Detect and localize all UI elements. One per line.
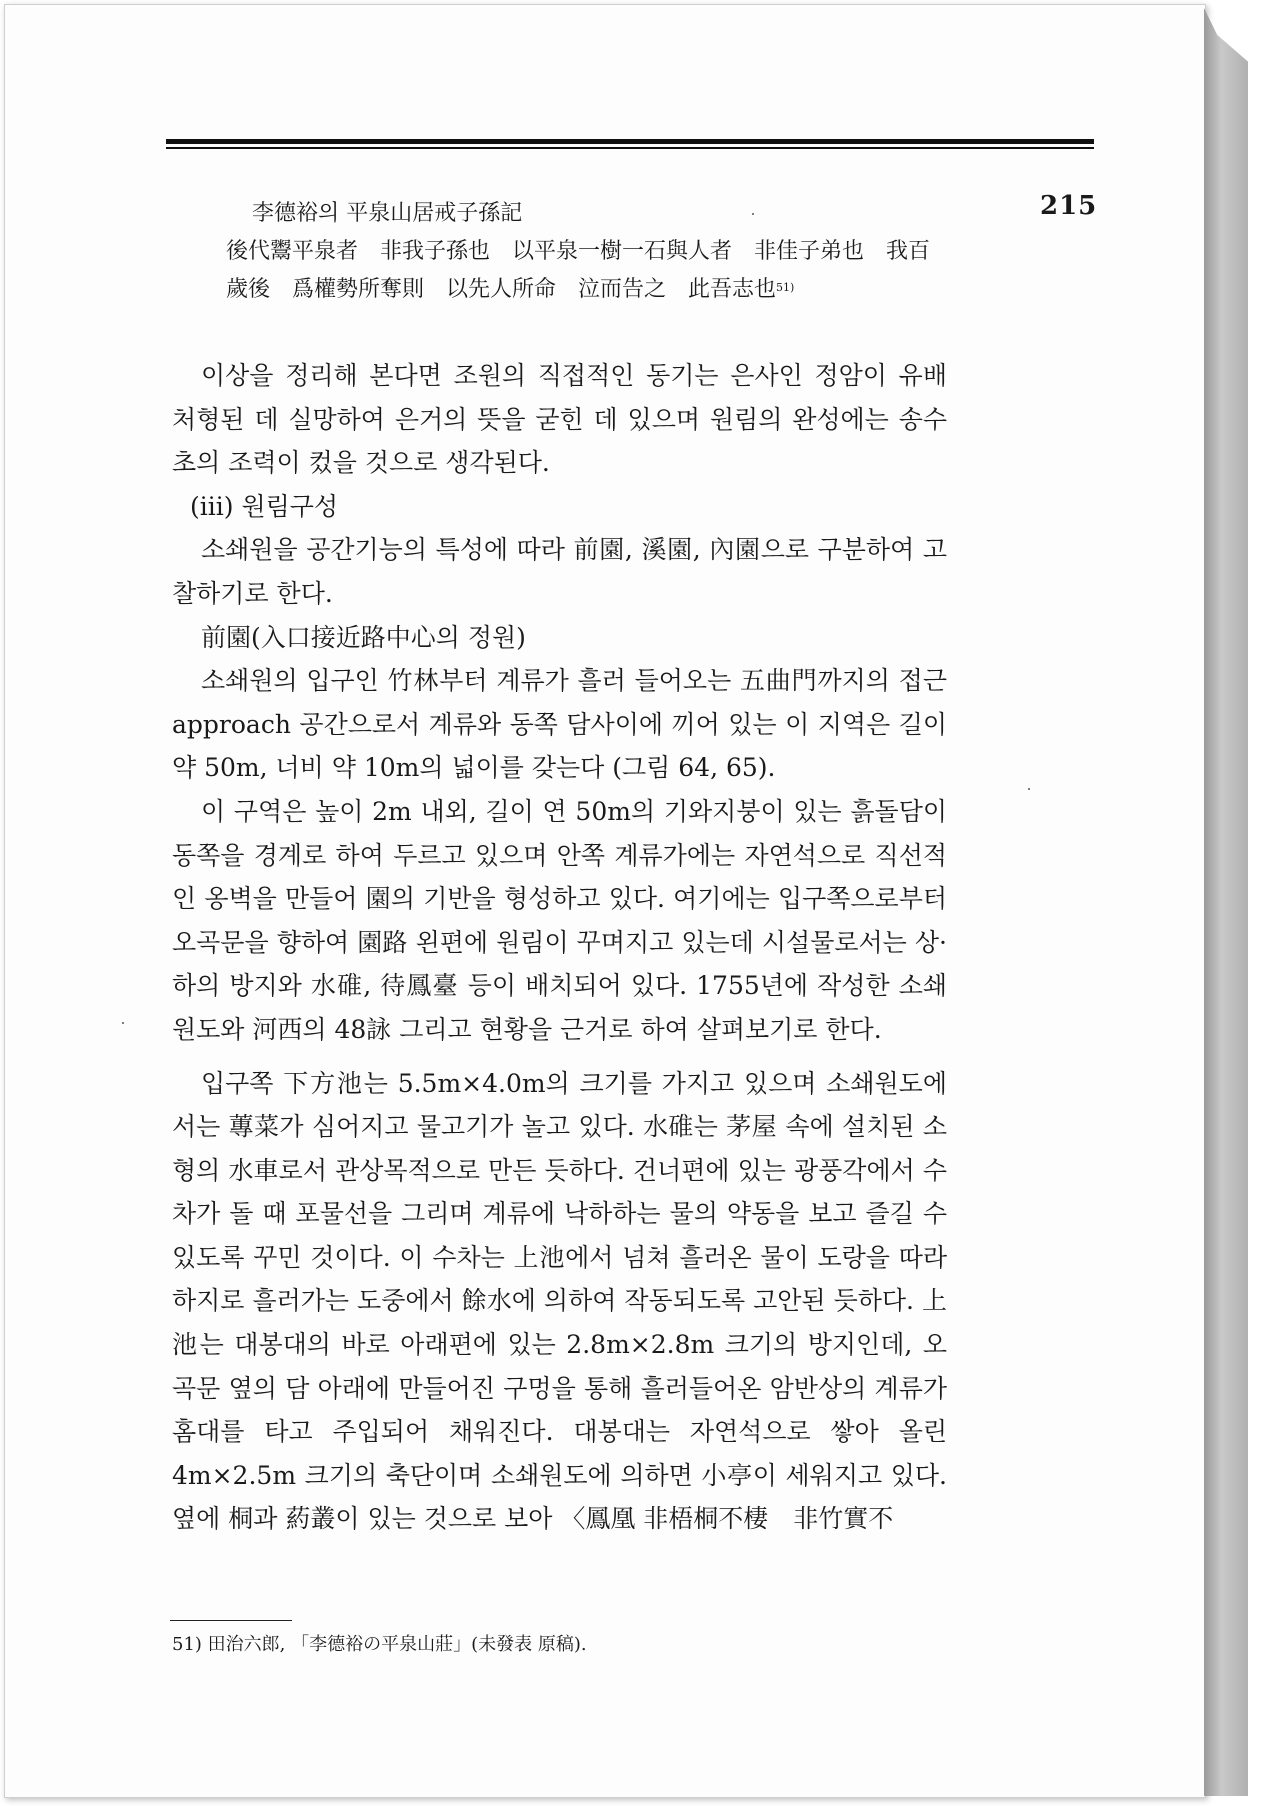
section-heading: (iii) 원림구성 — [190, 491, 339, 521]
page-stack-edge — [1204, 8, 1248, 1796]
header-rule-thin — [166, 147, 1094, 149]
quote-title: 李德裕의 平泉山居戒子孫記 — [252, 201, 523, 226]
paragraph: 입구쪽 下方池는 5.5m×4.0m의 크기를 가지고 있으며 소쇄원도에서는 蓴菜가 심어지고 물고기가 놀고 있다. 水碓는 茅屋 속에 설치된 소형의 水車로서 관상목적으로 만든 듯하다. 건너편에 있는 광풍각에서 수차가 돌 때 포물선을 그리며 계류에 낙하하는 물의 약동을 보고 즐길 수 있도록 꾸민 것이다. 이 수차는 上池에서 넘쳐 흘러온 물이 도랑을 따라 하지로 흘러가는 도중에서 餘水에 의하여 작동되도록 고안된 듯하다. 上池는 대봉대의 바로 아래편에 있는 2.8m×2.8m 크기의 방지인데, 오곡문 옆의 담 아래에 만들어진 구멍을 통해 흘러들어온 암반상의 계류가 홈대를 타고 주입되어 채워진다. 대봉대는 자연석으로 쌓아 올린 4m×2.5m 크기의 축단이며 소쇄원도에 의하면 小亭이 세워지고 있다. 옆에 桐과 葯叢이 있는 것으로 보아 〈鳳凰 非梧桐不棲 非竹實不 — [172, 1068, 947, 1534]
paragraph: 소쇄원을 공간기능의 특성에 따라 前園, 溪園, 內園으로 구분하여 고찰하기로 한다. — [172, 535, 947, 608]
footnote-marker: 51) — [776, 281, 795, 294]
paragraph: 이상을 정리해 본다면 조원의 직접적인 동기는 은사인 정암이 유배 처형된 데 실망하여 은거의 뜻을 굳힌 데 있으며 원림의 완성에는 송수초의 조력이 컸을 것으로 생각된다. — [172, 361, 947, 478]
block-quote — [226, 195, 946, 309]
scan-speck — [1028, 788, 1030, 790]
header-rule-thick — [166, 139, 1094, 144]
footnote: 51) 田治六郎, 「李德裕の平泉山莊」(未發表 原稿). — [172, 1634, 587, 1655]
paragraph: 소쇄원의 입구인 竹林부터 계류가 흘러 들어오는 五曲門까지의 접근 approach 공간으로서 계류와 동쪽 담사이에 끼어 있는 이 지역은 길이 약 50m, 너비 약 10m의 넓이를 갖는다 (그림 64, 65). — [172, 666, 947, 783]
subsection-heading: 前園(入口接近路中心의 정원) — [201, 622, 526, 652]
page-number: 215 — [1040, 191, 1098, 221]
quote-line — [226, 271, 946, 309]
body-text — [172, 354, 947, 1541]
quote-line-text: 歲後 爲權勢所奪則 以先人所命 泣而告之 此吾志也 — [226, 277, 777, 302]
paragraph: 이 구역은 높이 2m 내외, 길이 연 50m의 기와지붕이 있는 흙돌담이 동쪽을 경계로 하여 두르고 있으며 안쪽 계류가에는 자연석으로 직선적인 옹벽을 만들어 園의 기반을 형성하고 있다. 여기에는 입구쪽으로부터 오곡문을 향하여 園路 왼편에 원림이 꾸며지고 있는데 시설물로서는 상·하의 방지와 水碓, 待鳳臺 등이 배치되어 있다. 1755년에 작성한 소쇄원도와 河西의 48詠 그리고 현황을 근거로 하여 살펴보기로 한다. — [172, 796, 947, 1044]
scan-speck — [122, 1022, 124, 1024]
footnote-rule — [170, 1620, 292, 1621]
quote-line: 後代鬻平泉者 非我子孫也 以平泉一樹一石與人者 非佳子弟也 我百 — [226, 239, 931, 264]
scan-speck — [752, 213, 754, 215]
